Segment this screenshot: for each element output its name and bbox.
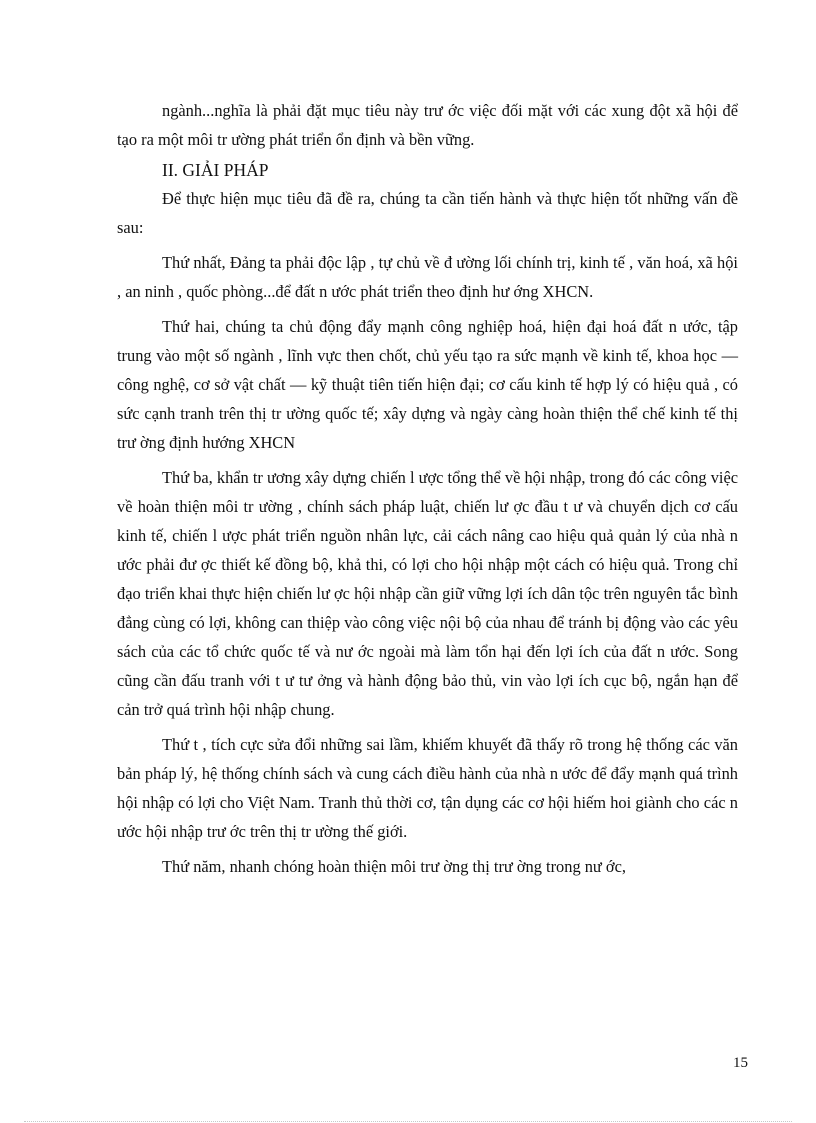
paragraph-lead: Để thực hiện mục tiêu đã đề ra, chúng ta cần tiến hành và thực hiện tốt những vấn đề sau: <box>117 189 738 237</box>
page-number: 15 <box>733 1055 748 1071</box>
paragraph-intro: ngành...nghĩa là phải đặt mục tiêu này trư ớc việc đối mặt với các xung đột xã hội để tạo ra một môi tr ường phát triển ổn định và bền vững. <box>117 101 738 149</box>
paragraph-third: Thứ ba, khẩn tr ương xây dựng chiến l ược tổng thể về hội nhập, trong đó các công việc về hoàn thiện môi tr ường , chính sách pháp luật, chiến lư ợc đầu t ư và chuyển dịch cơ cấu kinh tế, chiến l ược phát triển nguồn nhân lực, cải cách nâng cao hiệu quả quản lý của nhà n ước phải đư ợc thiết kế đồng bộ, khả thi, có lợi cho hội nhập một cách có hiệu quả. Trong chỉ đạo triển khai thực hiện chiến lư ợc hội nhập cần giữ vững lợi ích dân tộc trên nguyên tắc bình đẳng cùng có lợi, không can thiệp vào công việc nội bộ của nhau để tránh bị động vào các yêu sách của các tổ chức quốc tế và nư ớc ngoài mà làm tổn hại đến lợi ích của đất n ước. Song cũng cần đấu tranh với t ư tư ởng và hành động bảo thủ, vin vào lợi ích cục bộ, ngắn hạn để cản trở quá trình hội nhập chung. <box>117 468 738 719</box>
paragraph-second: Thứ hai, chúng ta chủ động đẩy mạnh công nghiệp hoá, hiện đại hoá đất n ước, tập trung vào một số ngành , lĩnh vực then chốt, chủ yếu tạo ra sức mạnh về kinh tế, khoa học — công nghệ, cơ sở vật chất — kỹ thuật tiên tiến hiện đại; cơ cấu kinh tế hợp lý có hiệu quả , có sức cạnh tranh trên thị tr ường quốc tế; xây dựng và ngày càng hoàn thiện thể chế kinh tế thị trư ờng định hướng XHCN <box>117 317 738 452</box>
page-bottom-divider <box>24 1121 792 1122</box>
page-body <box>117 96 738 881</box>
paragraph-first: Thứ nhất, Đảng ta phải độc lập , tự chủ về đ ường lối chính trị, kinh tế , văn hoá, xã hội , an ninh , quốc phòng...để đất n ước phát triển theo định hư ớng XHCN. <box>117 253 738 301</box>
section-heading: II. GIẢI PHÁP <box>162 160 269 180</box>
paragraph-fourth: Thứ t , tích cực sửa đổi những sai lầm, khiếm khuyết đã thấy rõ trong hệ thống các văn bản pháp lý, hệ thống chính sách và cung cách điều hành của nhà n ước để đẩy mạnh quá trình hội nhập có lợi cho Việt Nam. Tranh thủ thời cơ, tận dụng các cơ hội hiếm hoi giành cho các n ước hội nhập trư ớc trên thị tr ường thế giới. <box>117 735 738 841</box>
paragraph-fifth: Thứ năm, nhanh chóng hoàn thiện môi trư ờng thị trư ờng trong nư ớc, <box>162 857 626 876</box>
